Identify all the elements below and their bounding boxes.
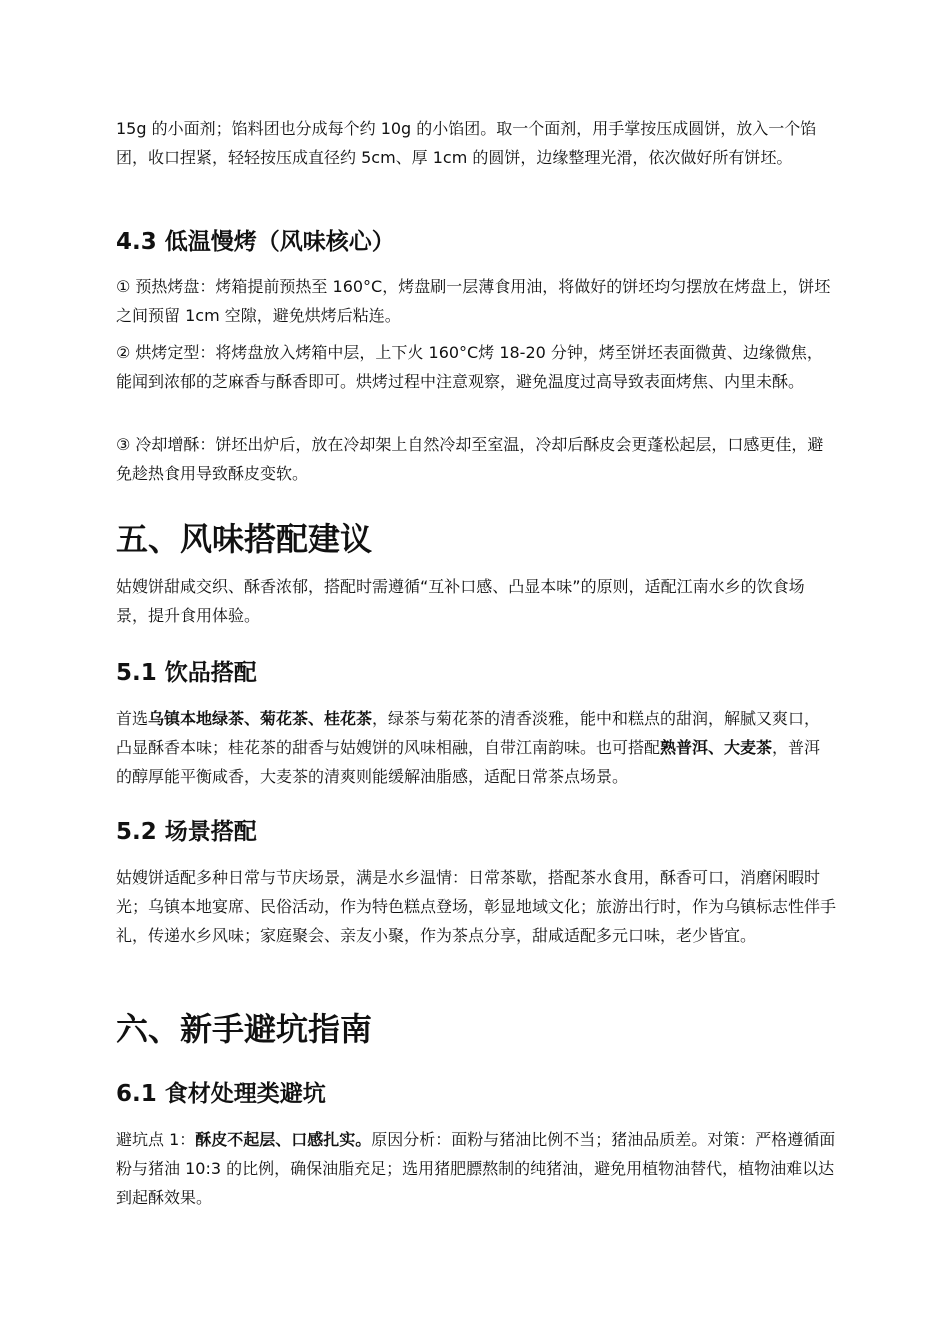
text-run: 原因分析：面粉与猪油比例不当；猪油品质差。对策：严格遵循面粉与猪油 10:3 的比例，确保油脂充足；选用猪肥膘熬制的纯猪油，避免用植物油替代，植物油难以达到起酥效果。	[116, 1130, 836, 1207]
section-6-heading: 六、新手避坑指南	[116, 1010, 373, 1048]
text-run: ，普洱的醇厚能平衡咸香，大麦茶的清爽则能缓解油脂感，适配日常茶点场景。	[116, 738, 821, 786]
text-run: 避坑点 1：	[116, 1130, 196, 1149]
section-4-3-heading: 4.3 低温慢烤（风味核心）	[116, 229, 395, 255]
section-4-3-step-1: ① 预热烤盘：烤箱提前预热至 160°C，烤盘刷一层薄食用油，将做好的饼坯均匀摆放在烤盘上，饼坯之间预留 1cm 空隙，避免烘烤后粘连。	[116, 277, 831, 325]
section-6-1-heading: 6.1 食材处理类避坑	[116, 1081, 326, 1107]
bold-run: 酥皮不起层、口感扎实。	[195, 1130, 372, 1149]
text-run: 首选	[116, 709, 149, 728]
bold-run: 乌镇本地绿茶、菊花茶、桂花茶	[148, 709, 373, 728]
section-5-2-paragraph: 姑嫂饼适配多种日常与节庆场景，满是水乡温情：日常茶歇，搭配茶水食用，酥香可口，消磨闲暇时光；乌镇本地宴席、民俗活动，作为特色糕点登场，彰显地域文化；旅游出行时，作为乌镇标志性伴手礼，传递水乡风味；家庭聚会、亲友小聚，作为茶点分享，甜咸适配多元口味，老少皆宜。	[116, 868, 837, 945]
section-4-3-step-2: ② 烘烤定型：将烤盘放入烤箱中层，上下火 160°C烤 18-20 分钟，烤至饼坯表面微黄、边缘微焦，能闻到浓郁的芝麻香与酥香即可。烘烤过程中注意观察，避免温度过高导致表面烤焦、内里未酥。	[116, 343, 823, 391]
section-6-1-paragraph	[116, 1125, 836, 1212]
section-5-heading: 五、风味搭配建议	[116, 520, 373, 558]
bold-run: 熟普洱、大麦茶	[660, 738, 773, 757]
section-5-1-heading: 5.1 饮品搭配	[116, 660, 257, 686]
section-5-intro: 姑嫂饼甜咸交织、酥香浓郁，搭配时需遵循“互补口感、凸显本味”的原则，适配江南水乡的饮食场景，提升食用体验。	[116, 577, 805, 625]
section-4-3-step-3: ③ 冷却增酥：饼坯出炉后，放在冷却架上自然冷却至室温，冷却后酥皮会更蓬松起层，口感更佳，避免趁热食用导致酥皮变软。	[116, 435, 824, 483]
text-run: ，绿茶与菊花茶的清香淡雅，能中和糕点的甜润，解腻又爽口，凸显酥香本味；桂花茶的甜香与姑嫂饼的风味相融，自带江南韵味。也可搭配	[116, 709, 821, 757]
section-5-1-paragraph	[116, 704, 836, 791]
intro-paragraph: 15g 的小面剂；馅料团也分成每个约 10g 的小馅团。取一个面剂，用手掌按压成圆饼，放入一个馅团，收口捏紧，轻轻按压成直径约 5cm、厚 1cm 的圆饼，边缘整理光滑，依次做好所有饼坯。	[116, 119, 817, 167]
section-5-2-heading: 5.2 场景搭配	[116, 819, 257, 845]
